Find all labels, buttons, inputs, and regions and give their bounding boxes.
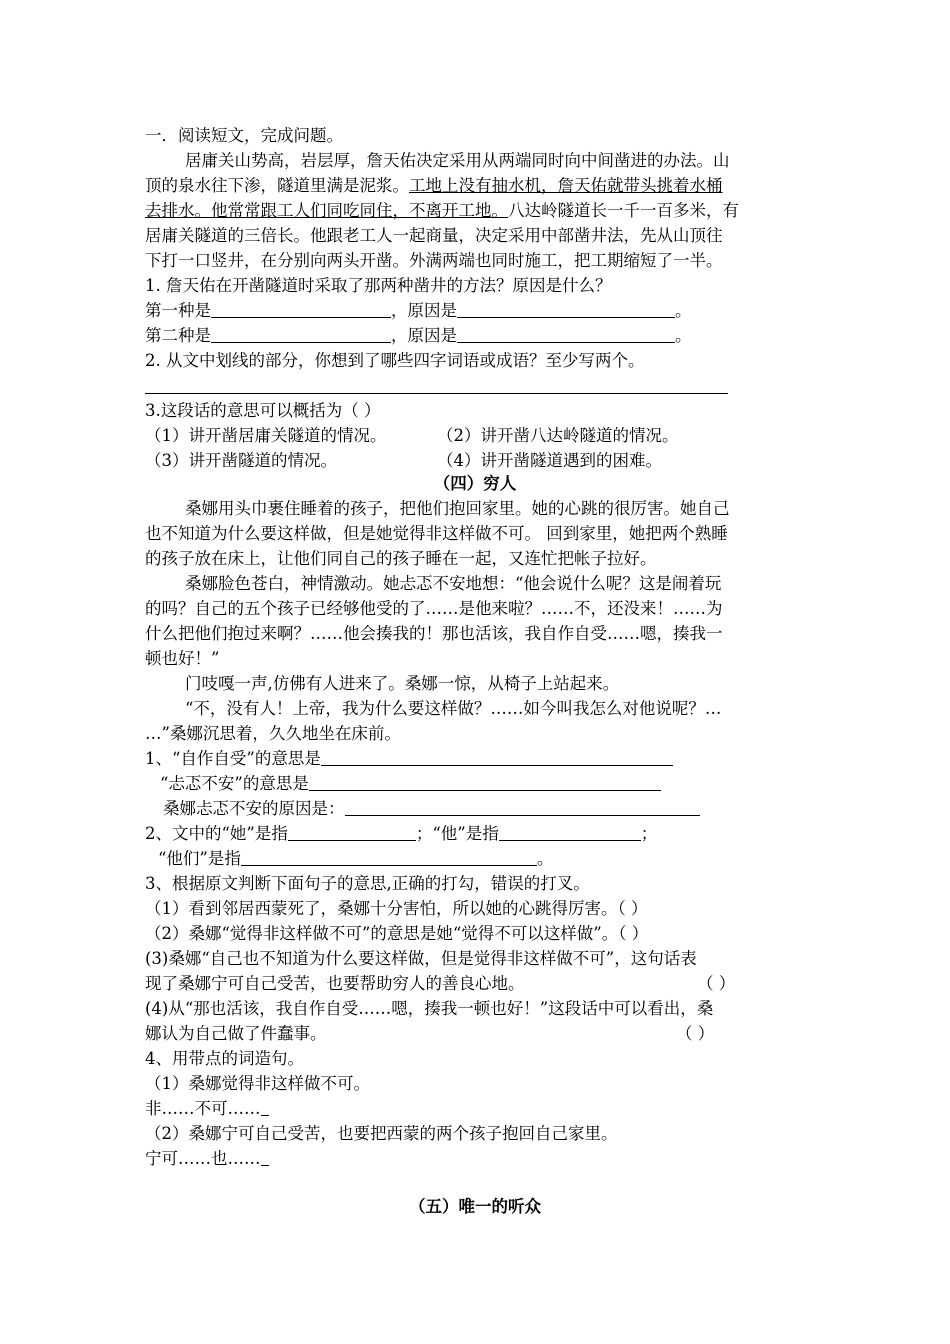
question4-1c: 桑娜忐忑不安的原因是： (163, 797, 700, 821)
passage4-line8: 门吱嘎一声,仿佛有人进来了。桑娜一惊，从椅子上站起来。 (185, 674, 620, 693)
answer-blank[interactable] (499, 824, 641, 841)
section1-heading: 一．阅读短文，完成问题。 (145, 126, 343, 145)
passage1-line4: 居庸关隧道的三倍长。他跟老工人一起商量，决定采用中部凿井法，先从山顶往 (145, 226, 723, 245)
answer-blank[interactable] (211, 326, 391, 343)
passage4-line4: 桑娜脸色苍白，神情激动。她忐忑不安地想：“他会说什么呢？这是闹着玩 (185, 574, 722, 593)
statement-3-line1: (3)桑娜“自己也不知道为什么要这样做，但是觉得非这样做不可”，这句话表 (145, 949, 697, 968)
question3-option-1: （1）讲开凿居庸关隧道的情况。 (145, 426, 387, 445)
passage4-line1: 桑娜用头巾裹住睡着的孩子，把他们抱回家里。她的心跳的很厉害。她自己 (185, 499, 730, 518)
passage4-line7: 顿也好！” (145, 649, 220, 668)
answer-blank[interactable] (309, 774, 661, 791)
passage4-line6: 什么把他们抱过来啊？……他会揍我的！那也活该，我自作自受……嗯，揍我一 (145, 624, 723, 643)
question1: 1. 詹天佑在开凿隧道时采取了那两种凿井的方法？原因是什么？ (145, 276, 612, 295)
sentence-1: （1）桑娜觉得非这样做不可。 (145, 1074, 370, 1093)
statement-1: （1）看到邻居西蒙死了，桑娜十分害怕，所以她的心跳得厉害。（ ） (145, 899, 648, 918)
answer-blank[interactable] (261, 1099, 269, 1116)
statement-2: （2）桑娜“觉得非这样做不可”的意思是她“觉得不可以这样做”。（ ） (145, 924, 649, 943)
section4-title: （四）穷人 (433, 474, 517, 493)
underlined-text-1: 工地上没有抽水机，詹天佑就带头挑着水桶 (409, 176, 723, 195)
passage1-line3: 去排水。他常常跟工人们同吃同住，不离开工地。八达岭隧道长一千一百多米，有 (145, 201, 739, 220)
answer-blank[interactable] (211, 301, 391, 318)
statement-4-answer[interactable]: （ ） (676, 1024, 715, 1043)
sentence-2: （2）桑娜宁可自己受苦，也要把西蒙的两个孩子抱回自己家里。 (145, 1124, 618, 1143)
question2: 2. 从文中划线的部分，你想到了哪些四字词语或成语？至少写两个。 (145, 351, 645, 370)
passage4-line3: 的孩子放在床上，让他们同自己的孩子睡在一起，又连忙把帐子拉好。 (145, 549, 657, 568)
answer-blank[interactable] (241, 849, 537, 866)
question1-answer-a: 第一种是 ，原因是 。 (145, 301, 692, 320)
answer-blank[interactable] (457, 301, 675, 318)
passage4-line2: 也不知道为什么要这样做，但是她觉得非这样做不可。 回到家里，她把两个熟睡 (145, 524, 728, 543)
statement-4-line2: 娜认为自己做了件蠢事。 (145, 1024, 327, 1043)
passage4-line9: “不，没有人！上帝，我为什么要这样做？……如今叫我怎么对他说呢？… (185, 699, 722, 718)
question4-3: 3、根据原文判断下面句子的意思,正确的打勾，错误的打叉。 (145, 874, 590, 893)
question4-2c: “他们”是指 。 (158, 849, 554, 868)
question3-option-3: （3）讲开凿隧道的情况。 (145, 451, 337, 470)
answer-blank[interactable] (321, 749, 673, 766)
question3-option-4: （4）讲开凿隧道遇到的困难。 (437, 451, 662, 470)
answer-blank[interactable] (288, 824, 416, 841)
answer-blank[interactable] (457, 326, 675, 343)
passage1-line5: 下打一口竖井，在分别向两头开凿。外满两端也同时施工，把工期缩短了一半。 (145, 251, 723, 270)
passage4-line5: 的吗？自己的五个孩子已经够他受的了……是他来啦？……不，还没来！……为 (145, 599, 723, 618)
passage1-line1: 居庸关山势高，岩层厚，詹天佑决定采用从两端同时向中间凿进的办法。山 (185, 151, 730, 170)
statement-3-answer[interactable]: （ ） (697, 974, 736, 993)
question4-2a: 2、文中的“她”是指 ；“他”是指 ； (145, 824, 658, 843)
passage4-line10: …”桑娜沉思着，久久地坐在床前。 (145, 724, 401, 743)
question4-1a: 1、“自作自受”的意思是 (145, 747, 673, 771)
statement-3-line2: 现了桑娜宁可自己受苦，也要帮助穷人的善良心地。 (145, 974, 525, 993)
underlined-text-2: 去排水。他常常跟工人们同吃同住，不离开工地。 (145, 201, 508, 220)
question4-1b: “忐忑不安”的意思是 (160, 772, 661, 796)
answer-line[interactable] (145, 393, 728, 394)
question3-option-2: （2）讲开凿八达岭隧道的情况。 (437, 426, 679, 445)
answer-blank[interactable] (345, 799, 700, 816)
statement-4-line1: (4)从“那也活该，我自作自受……嗯，揍我一顿也好！”这段话中可以看出，桑 (145, 999, 714, 1018)
answer-blank[interactable] (261, 1149, 269, 1166)
question3: 3.这段话的意思可以概括为（ ） (145, 401, 381, 420)
section5-title: （五）唯一的听众 (409, 1197, 541, 1216)
question4-4: 4、用带点的词造句。 (145, 1049, 304, 1068)
phrase-2: 宁可……也…… (145, 1147, 269, 1171)
phrase-1: 非……不可…… (145, 1097, 269, 1121)
question1-answer-b: 第二种是 ，原因是 。 (145, 326, 692, 345)
passage1-line2: 顶的泉水往下渗，隧道里满是泥浆。工地上没有抽水机，詹天佑就带头挑着水桶 (145, 176, 723, 195)
